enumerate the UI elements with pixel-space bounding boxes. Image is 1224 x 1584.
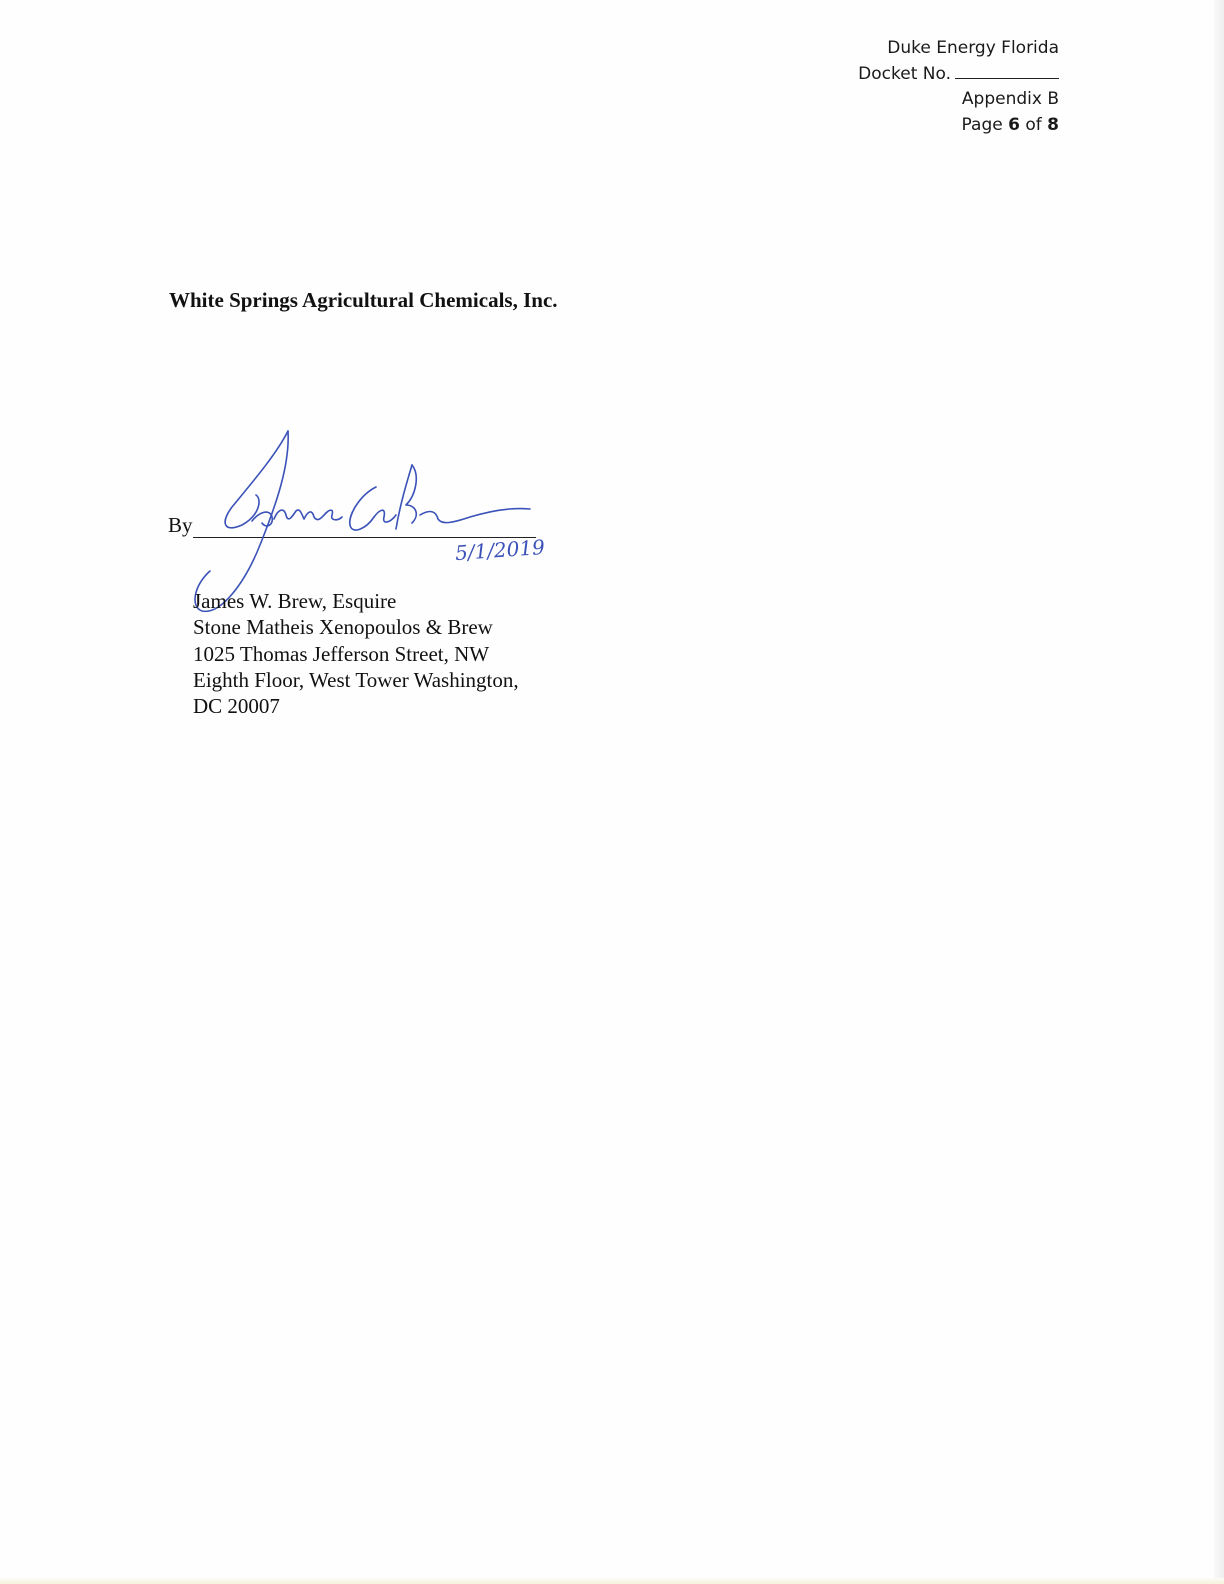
firm-name: Stone Matheis Xenopoulos & Brew [193, 615, 493, 640]
signatory-name: James W. Brew, Esquire [193, 589, 397, 613]
scan-bottom-edge [0, 1578, 1224, 1584]
header-company: Duke Energy Florida [887, 38, 1059, 58]
page-prefix: Page [961, 114, 1009, 135]
signature-date: 5/1/2019 [454, 534, 546, 566]
header-appendix: Appendix B [961, 89, 1059, 109]
floor-address: Eighth Floor, West Tower Washington, [193, 667, 519, 692]
page-current: 6 [1008, 114, 1020, 135]
scan-right-edge [1214, 0, 1224, 1584]
signatory-company-name: White Springs Agricultural Chemicals, Inc. [169, 288, 558, 312]
city-zip: DC 20007 [193, 694, 280, 719]
page-total: 8 [1047, 114, 1059, 135]
docket-number-blank [955, 64, 1059, 79]
docket-label: Docket No. [858, 63, 951, 84]
by-label: By [168, 513, 193, 537]
signatory-address-block [193, 588, 519, 719]
street-address: 1025 Thomas Jefferson Street, NW [193, 641, 490, 666]
page-of: of [1019, 114, 1048, 135]
header-docket [858, 62, 1059, 88]
header-page-number [858, 113, 1059, 139]
page-header [858, 36, 1059, 138]
